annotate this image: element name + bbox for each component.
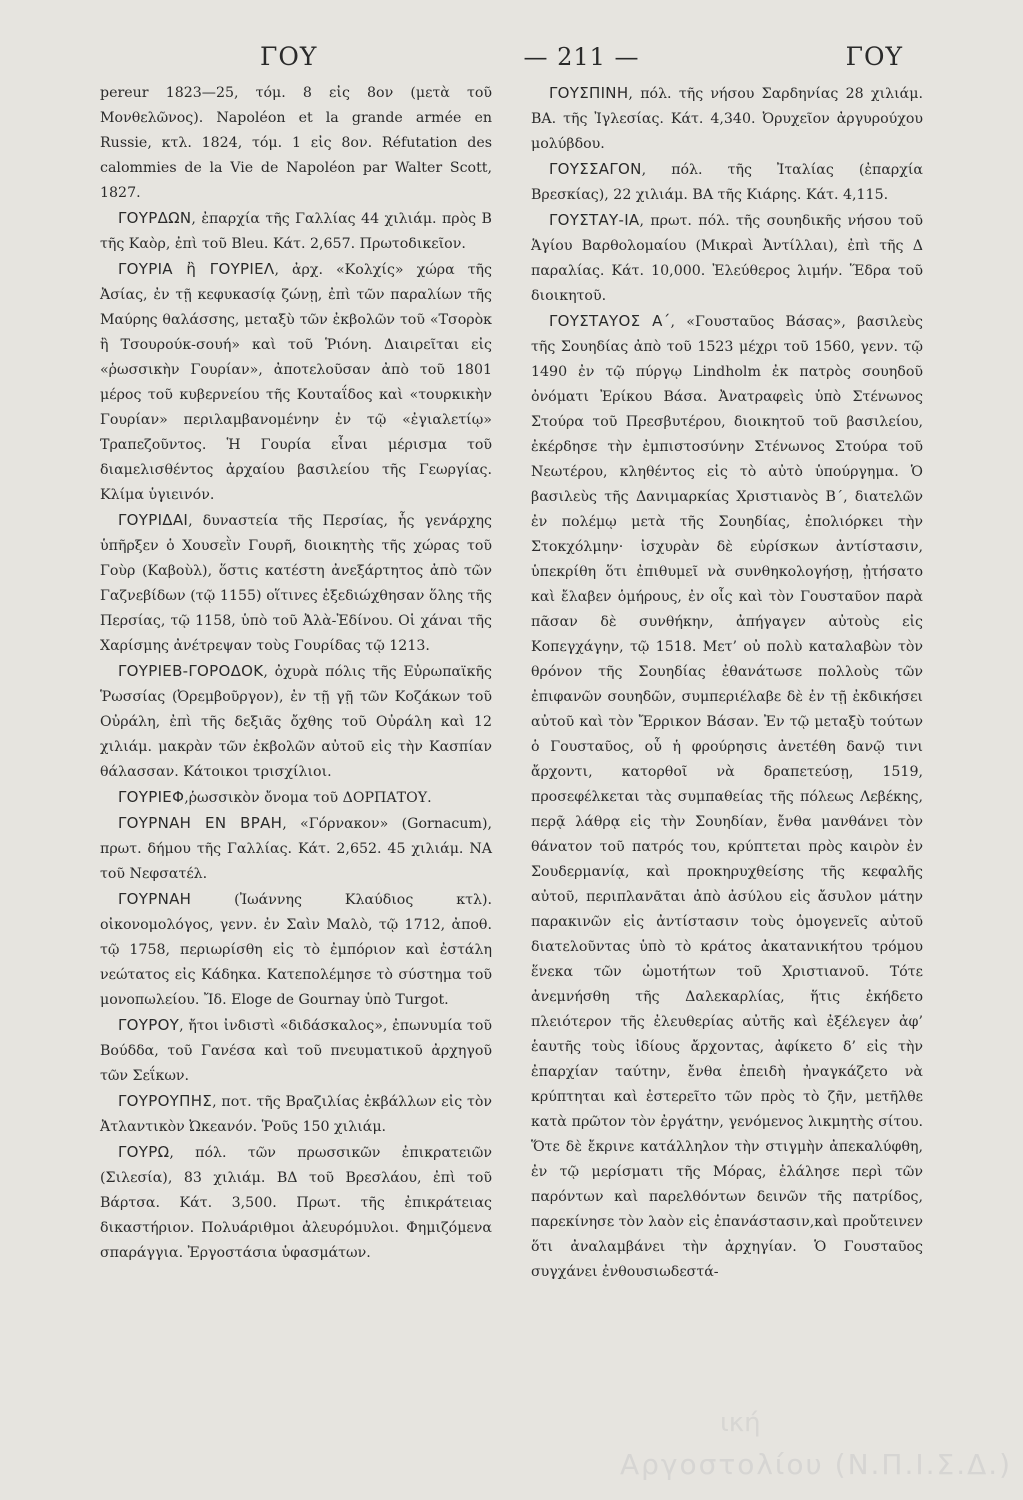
entry-text: , πόλ. τῆς νήσου Σαρδηνίας 28 χιλιάμ. ΒΑ. τῆς Ἰγλεσίας. Κάτ. 4,340. Ὀρυχεῖον ἀργυρούχου μολύβδου. xyxy=(531,86,923,152)
running-header xyxy=(260,42,903,71)
entry-text: , ὀχυρὰ πόλις τῆς Εὐρωπαϊκῆς Ῥωσσίας (Ὀρεμβοῦργον), ἐν τῇ γῇ τῶν Κοζάκων τοῦ Οὐράλη, ἐπὶ τῆς δεξιᾶς ὄχθης τοῦ Οὐράλη καὶ 12 χιλιάμ. μακρὰν τῶν ἐκβολῶν αὐτοῦ εἰς τὴν Κασπίαν θάλασσαν. Κάτοικοι τρισχίλιοι. xyxy=(100,664,492,780)
entry-headword: ΓΟΥΡΟΥ xyxy=(118,1016,180,1034)
entry-text: pereur 1823—25, τόμ. 8 εἰς 8ον (μετὰ τοῦ Μονθελῶνος). Napoléon et la grande armée en Russie, κτλ. 1824, τόμ. 1 εἰς 8ον. Réfutation des calommies de la Vie de Napoléon par Walter Scott, 1827. xyxy=(100,85,492,201)
entry-headword: ΓΟΥΡΝΑΗ xyxy=(118,890,192,908)
left-column xyxy=(100,81,492,1285)
entry-headword: ΓΟΥΣΤΑΥΟΣ Α΄ xyxy=(549,312,671,330)
entry-headword: ΓΟΥΡΩ xyxy=(118,1143,170,1161)
dictionary-entry xyxy=(100,508,492,659)
entry-text: , ἤτοι ἰνδιστὶ «διδάσκαλος», ἐπωνυμία τοῦ Βούδδα, τοῦ Γανέσα καὶ τοῦ πνευματικοῦ ἀρχηγοῦ τῶν Σεΐκων. xyxy=(100,1018,492,1084)
entry-headword: ΓΟΥΣΠΙΝΗ xyxy=(549,84,629,102)
entry-headword: ΓΟΥΡΝΑΗ ΕΝ ΒΡΑΗ xyxy=(118,814,283,832)
entry-headword: ΓΟΥΡΙΑ ἢ ΓΟΥΡΙΕΛ xyxy=(118,260,275,278)
entry-text: (Ἰωάννης Κλαύδιος κτλ). οἰκονομολόγος, γενν. ἐν Σαὶν Μαλὸ, τῷ 1712, ἀποθ. τῷ 1758, περιωρίσθη εἰς τὸ ἐμπόριον καὶ ἐστάλη νεώτατος εἰς Κάδηκα. Κατεπολέμησε τὸ σύστημα τοῦ μονοπωλείου. Ἴδ. Eloge de Gournay ὑπὸ Turgot. xyxy=(100,892,492,1008)
dictionary-entry xyxy=(531,309,923,1285)
entry-text: , πρωτ. πόλ. τῆς σουηδικῆς νήσου τοῦ Ἁγίου Βαρθολομαίου (Μικραὶ Ἀντίλλαι), ἐπὶ τῆς Δ παραλίας. Κάτ. 10,000. Ἐλεύθερος λιμήν. Ἕδρα τοῦ διοικητοῦ. xyxy=(531,213,923,304)
entry-text: , ποτ. τῆς Βραζιλίας ἐκβάλλων εἰς τὸν Ἀτλαντικὸν Ὠκεανόν. Ῥοῦς 150 χιλιάμ. xyxy=(100,1094,492,1135)
dictionary-entry xyxy=(100,659,492,785)
entry-text: , «Γουσταῦος Βάσας», βασιλεὺς τῆς Σουηδίας ἀπὸ τοῦ 1523 μέχρι τοῦ 1560, γενν. τῷ 1490 ἐν τῷ πύργῳ Lindholm ἐκ πατρὸς σουηδοῦ ὀνόματι Ἐρίκου Βάσα. Ἀνατραφεὶς ὑπὸ Στένωνος Στούρα τοῦ Πρεσβυτέρου, διοικητοῦ τοῦ βασιλείου, ἐκέρδησε τὴν ἐμπιστοσύνην Στένωνος Στούρα τοῦ Νεωτέρου, κληθέντος εἰς τὸ αὐτὸ ὑπούργημα. Ὁ βασιλεὺς τῆς Δανιμαρκίας Χριστιανὸς Β΄, διατελῶν ἐν πολέμῳ μετὰ τῆς Σουηδίας, ἐπολιόρκει τὴν Στοκχόλμην· ἰσχυρὰν δὲ εὑρίσκων ἀντίστασιν, ὑπεκρίθη ὅτι ἐπιθυμεῖ νὰ συνθηκολογήσῃ, ᾐτήσατο καὶ ἔλαβεν ὁμήρους, ἐν οἷς καὶ τὸν Γουσταῦον παρὰ πᾶσαν δὲ συνθήκην, ἀπήγαγεν αὐτοὺς εἰς Κοπεγχάγην, τῷ 1518. Μετ’ οὐ πολὺ καταλαβὼν τὸν θρόνον τῆς Σουηδίας ἐθανάτωσε πολλοὺς τῶν ἐπιφανῶν σουηδῶν, συμπεριέλαβε δὲ ἐν τῇ ἐκδικήσει αὐτοῦ καὶ τὸν Ἔρρικον Βάσαν. Ἐν τῷ μεταξὺ τούτων ὁ Γουσταῦος, οὗ ἡ φρούρησις ἀνετέθη δανῷ τινι ἄρχοντι, κατορθοῖ νὰ δραπετεύσῃ, 1519, προσεφέλκεται τὰς συμπαθείας τῆς πόλεως Λεβέκης, περᾷ λάθρᾳ εἰς τὴν Σουηδίαν, ἔνθα μανθάνει τὸν θάνατον τοῦ πατρός του, κρύπτεται πρὸς καιρὸν ἐν Σουδερμανίᾳ, καὶ προκηρυχθείσης τῆς κεφαλῆς αὐτοῦ, περιπλανᾶται ἀπὸ ἀσύλου εἰς ἄσυλον μάτην παρακινῶν εἰς ἀντίστασιν τοὺς ὁμογενεῖς αὐτοῦ διατελοῦντας ὑπὸ τὸ κράτος ἀκατανικήτου τρόμου ἕνεκα τῶν ὠμοτήτων τοῦ Χριστιανοῦ. Τότε ἀνεμνήσθη τῆς Δαλεκαρλίας, ἥτις ἐκήδετο πλειότερον τῆς ἐλευθερίας αὐτῆς καὶ ἐξέλεγεν ἀφ’ ἑαυτῆς τοὺς ἰδίους ἄρχοντας, ἀφίκετο δ’ εἰς τὴν ἐπαρχίαν ταύτην, ἔνθα ἐπειδὴ ἠναγκάζετο νὰ κρύπτηται καὶ ἐστερεῖτο τῶν πρὸς τὸ ζῆν, μετῆλθε κατὰ πρῶτον τὸν ἐργάτην, γενόμενος λικμητὴς σίτου. Ὅτε δὲ ἔκρινε κατάλληλον τὴν στιγμὴν ἀπεκαλύφθη, ἐν τῷ μερίσματι τῆς Μόρας, ἐλάλησε περὶ τῶν παρόντων καὶ παρελθόντων δεινῶν τῆς πατρίδος, παρεκίνησε τὸν λαὸν εἰς ἐπανάστασιν,καὶ προὔτεινεν ὅτι ἀναλαμβάνει τὴν ἀρχηγίαν. Ὁ Γουσταῦος συγχάνει ἐνθουσιωδεστά- xyxy=(531,314,923,1280)
dictionary-entry xyxy=(531,208,923,309)
entry-text: , «Γόρνακον» (Gornacum), πρωτ. δήμου τῆς Γαλλίας. Κάτ. 2,652. 45 χιλιάμ. ΝΑ τοῦ Νεφσατέλ. xyxy=(100,816,492,882)
entry-text: ,ῥωσσικὸν ὄνομα τοῦ ΔΟΡΠΑΤΟΥ. xyxy=(184,790,432,806)
entry-headword: ΓΟΥΡΙΔΑΙ xyxy=(118,511,189,529)
entry-text: , ἀρχ. «Κολχίς» χώρα τῆς Ἀσίας, ἐν τῇ κεφυκασίᾳ ζώνῃ, ἐπὶ τῶν παραλίων τῆς Μαύρης θαλάσσης, μεταξὺ τῶν ἐκβολῶν τοῦ «Τσορὸκ ἢ Τσουρούκ-σουή» καὶ τοῦ Ῥιόνη. Διαιρεῖται εἰς «ῥωσσικὴν Γουρίαν», ἀποτελοῦσαν ἀπὸ τοῦ 1801 μέρος τοῦ κυβερνείου τῆς Κουταΐδος καὶ «τουρκικὴν Γουρίαν» περιλαμβανομένην ἐν τῷ «ἐγιαλετίῳ» Τραπεζοῦντος. Ἡ Γουρία εἶναι μέρισμα τοῦ διαμελισθέντος ἀρχαίου βασιλείου τῆς Γεωργίας. Κλίμα ὑγιεινόν. xyxy=(100,262,492,503)
entry-headword: ΓΟΥΣΣΑΓΟΝ xyxy=(549,160,642,178)
dictionary-entry xyxy=(100,785,492,811)
dictionary-entry xyxy=(100,81,492,206)
entry-headword: ΓΟΥΣΤΑΥ-ΙΑ xyxy=(549,211,640,229)
dictionary-entry xyxy=(531,157,923,208)
dictionary-entry xyxy=(531,81,923,157)
dictionary-entry xyxy=(100,1013,492,1089)
dictionary-entry xyxy=(100,887,492,1013)
entry-text: , ἐπαρχία τῆς Γαλλίας 44 χιλιάμ. πρὸς Β τῆς Καὸρ, ἐπὶ τοῦ Bleu. Κάτ. 2,657. Πρωτοδικεῖον. xyxy=(100,211,492,252)
entry-text: , πόλ. τῶν πρωσσικῶν ἐπικρατειῶν (Σιλεσία), 83 χιλιάμ. ΒΔ τοῦ Βρεσλάου, ἐπὶ τοῦ Βάρτσα. Κάτ. 3,500. Πρωτ. τῆς ἐπικράτειας δικαστήριον. Πολυάριθμοι ἀλευρόμυλοι. Φημιζόμενα σπαράγγια. Ἐργοστάσια ὑφασμάτων. xyxy=(100,1145,492,1261)
page-number: — 211 — xyxy=(523,43,640,71)
dictionary-entry xyxy=(100,1089,492,1140)
entry-text: , δυναστεία τῆς Περσίας, ἧς γενάρχης ὑπῆρξεν ὁ Χουσεῒν Γουρῆ, διοικητὴς τῆς χώρας τοῦ Γοὺρ (Καβοὺλ), ὅστις κατέστη ἀνεξάρτητος ἀπὸ τῶν Γαζνεβίδων (τῷ 1155) οἵτινες ἐξεδιώχθησαν ὅλης τῆς Περσίας, τῷ 1158, ὑπὸ τοῦ Ἀλὰ-Ἐδίνου. Οἱ χάναι τῆς Χαρίσμης ἀνέτρεψαν τοὺς Γουρίδας τῷ 1213. xyxy=(100,513,492,654)
two-column-body xyxy=(100,81,923,1285)
right-column xyxy=(531,81,923,1285)
dictionary-entry xyxy=(100,811,492,887)
library-watermark: Αργοστολίου (Ν.Π.Ι.Σ.Δ.) xyxy=(620,1448,1013,1481)
entry-text: , πόλ. τῆς Ἰταλίας (ἐπαρχία Βρεσκίας), 22 χιλιάμ. ΒΑ τῆς Κιάρης. Κάτ. 4,115. xyxy=(531,162,923,203)
entry-headword: ΓΟΥΡΟΥΠΗΣ xyxy=(118,1092,213,1110)
header-left-guideword: ΓΟΥ xyxy=(260,42,318,71)
entry-headword: ΓΟΥΡΙΕΒ-ΓΟΡΟΔΟΚ xyxy=(118,662,264,680)
watermark-fragment: ική xyxy=(720,1408,761,1438)
dictionary-entry xyxy=(100,1140,492,1266)
entry-headword: ΓΟΥΡΙΕΦ xyxy=(118,788,185,806)
header-right-guideword: ΓΟΥ xyxy=(845,42,903,71)
dictionary-entry xyxy=(100,206,492,257)
dictionary-entry xyxy=(100,257,492,508)
entry-headword: ΓΟΥΡΔΩΝ xyxy=(118,209,192,227)
